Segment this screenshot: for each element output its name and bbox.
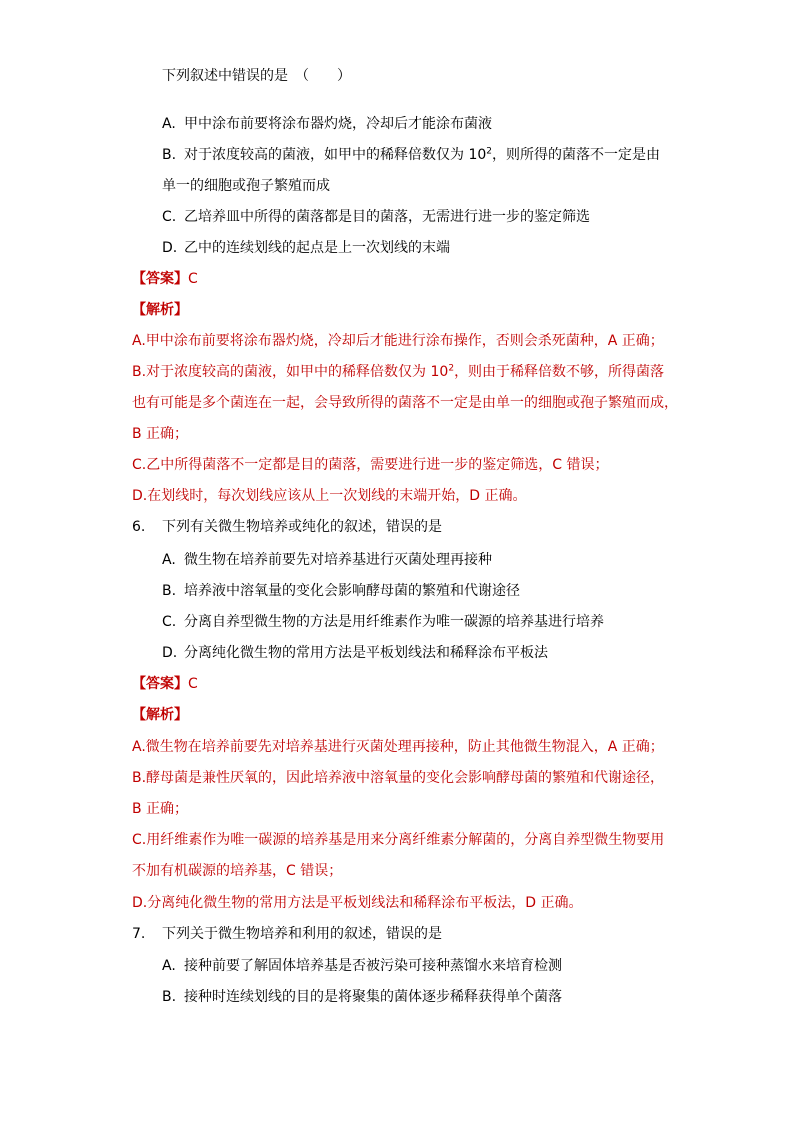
- q5-explanation-a: A.甲中涂布前要将涂布器灼烧，冷却后才能进行涂布操作，否则会杀死菌种，A 正确；: [132, 333, 664, 349]
- option-letter: B.: [162, 147, 177, 163]
- exponent: 2: [486, 146, 492, 157]
- exponent: 2: [448, 363, 455, 374]
- option-text: ，则所得的菌落不一定是由: [492, 147, 660, 163]
- q5-answer: [132, 269, 198, 289]
- option-letter: A.: [162, 958, 176, 974]
- option-letter: C.: [162, 209, 177, 225]
- question-number: 6.: [132, 519, 146, 535]
- option-letter: B.: [162, 989, 177, 1005]
- q6-option-c: [162, 612, 604, 632]
- option-text: 甲中涂布前要将涂布器灼烧，冷却后才能涂布菌液: [184, 116, 492, 132]
- q6-option-a: [162, 550, 492, 570]
- q5-explanation-c: C.乙中所得菌落不一定都是目的菌落，需要进行进一步的鉴定筛选，C 错误；: [132, 457, 609, 473]
- q5-explanation-b: [132, 362, 664, 382]
- q6-explanation-d: D.分离纯化微生物的常用方法是平板划线法和稀释涂布平板法，D 正确。: [132, 895, 583, 911]
- option-text: 培养液中溶氧量的变化会影响酵母菌的繁殖和代谢途径: [184, 583, 520, 599]
- option-letter: D.: [162, 645, 178, 661]
- q7-option-a: [162, 956, 562, 976]
- q5-option-b: [162, 145, 660, 165]
- option-text: 对于浓度较高的菌液，如甲中的稀释倍数仅为 10: [184, 147, 487, 163]
- q5-option-a: [162, 114, 492, 134]
- q5-explanation-b-cont: 也有可能是多个菌连在一起，会导致所得的菌落不一定是由单一的细胞或孢子繁殖而成，: [132, 395, 678, 411]
- q6-explanation-b: B.酵母菌是兼性厌氧的，因此培养液中溶氧量的变化会影响酵母菌的繁殖和代谢途径，: [132, 770, 665, 786]
- question-text: 下列有关微生物培养或纯化的叙述，错误的是: [162, 519, 442, 535]
- q5-option-b-cont: 单一的细胞或孢子繁殖而成: [162, 178, 330, 194]
- answer-tag: 【答案】: [132, 676, 188, 692]
- option-letter: A.: [162, 116, 176, 132]
- q6-analysis-tag: 【解析】: [132, 707, 188, 723]
- q5-stem: 下列叙述中错误的是 （ ）: [162, 68, 351, 84]
- q5-option-c: [162, 207, 590, 227]
- option-text: 接种时连续划线的目的是将聚集的菌体逐步稀释获得单个菌落: [184, 989, 562, 1005]
- option-text: 微生物在培养前要先对培养基进行灭菌处理再接种: [184, 552, 492, 568]
- q5-analysis-tag: 【解析】: [132, 302, 188, 318]
- answer-value: C: [188, 676, 198, 692]
- answer-tag: 【答案】: [132, 271, 188, 287]
- option-letter: B.: [162, 583, 177, 599]
- explanation-text: ，则由于稀释倍数不够，所得菌落: [454, 364, 665, 380]
- explanation-text: B.对于浓度较高的菌液，如甲中的稀释倍数仅为 10: [132, 364, 449, 380]
- q5-explanation-d: D.在划线时，每次划线应该从上一次划线的末端开始，D 正确。: [132, 488, 527, 504]
- q6-option-d: [162, 643, 548, 663]
- option-text: 乙培养皿中所得的菌落都是目的菌落，无需进行进一步的鉴定筛选: [184, 209, 590, 225]
- answer-value: C: [188, 271, 198, 287]
- q6-explanation-b-end: B 正确；: [132, 801, 189, 817]
- option-text: 分离自养型微生物的方法是用纤维素作为唯一碳源的培养基进行培养: [184, 614, 604, 630]
- q6-explanation-c-cont: 不加有机碳源的培养基，C 错误；: [132, 863, 343, 879]
- q6-option-b: [162, 581, 520, 601]
- option-text: 接种前要了解固体培养基是否被污染可接种蒸馏水来培育检测: [184, 958, 562, 974]
- q7-option-b: [162, 987, 562, 1007]
- q6-explanation-c: C.用纤维素作为唯一碳源的培养基是用来分离纤维素分解菌的，分离自养型微生物要用: [132, 832, 665, 848]
- option-text: 分离纯化微生物的常用方法是平板划线法和稀释涂布平板法: [184, 645, 548, 661]
- q5-option-d: [162, 238, 450, 258]
- q6-explanation-a: A.微生物在培养前要先对培养基进行灭菌处理再接种，防止其他微生物混入，A 正确；: [132, 739, 664, 755]
- option-text: 乙中的连续划线的起点是上一次划线的末端: [184, 240, 450, 256]
- q5-explanation-b-end: B 正确；: [132, 426, 189, 442]
- option-letter: A.: [162, 552, 176, 568]
- question-text: 下列关于微生物培养和利用的叙述，错误的是: [162, 926, 442, 942]
- q6-answer: [132, 674, 198, 694]
- q7-stem: [132, 924, 442, 944]
- option-letter: D.: [162, 240, 178, 256]
- question-number: 7.: [132, 926, 146, 942]
- option-letter: C.: [162, 614, 177, 630]
- q6-stem: [132, 517, 442, 537]
